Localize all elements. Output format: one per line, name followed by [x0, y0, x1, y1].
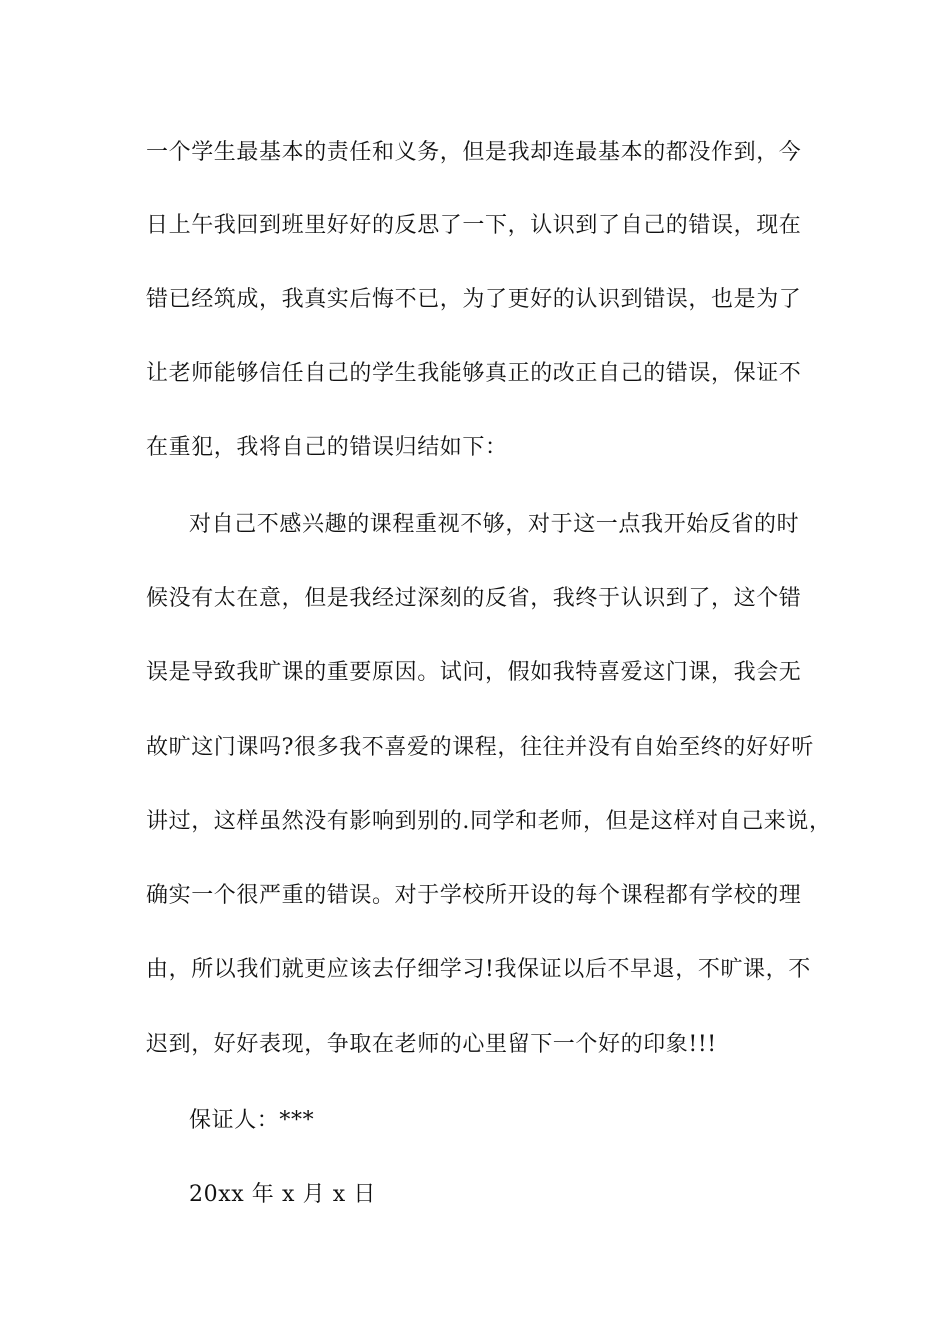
paragraph-1-line-4: 让老师能够信任自己的学生我能够真正的改正自己的错误，保证不	[146, 361, 802, 386]
paragraph-2-line-6: 确实一个很严重的错误。对于学校所开设的每个课程都有学校的理	[146, 883, 802, 908]
paragraph-1-line-1: 一个学生最基本的责任和义务，但是我却连最基本的都没作到，今	[146, 140, 802, 165]
guarantor-line: 保证人：***	[189, 1108, 315, 1133]
paragraph-2-line-3: 误是导致我旷课的重要原因。试问，假如我特喜爱这门课，我会无	[146, 660, 802, 685]
paragraph-2-line-4: 故旷这门课吗?很多我不喜爱的课程，往往并没有自始至终的好好听	[146, 735, 814, 760]
paragraph-2-line-2: 候没有太在意，但是我经过深刻的反省，我终于认识到了，这个错	[146, 586, 802, 611]
date-line: 20xx 年 x 月 x 日	[189, 1182, 376, 1207]
paragraph-1-line-2: 日上午我回到班里好好的反思了一下，认识到了自己的错误，现在	[146, 213, 802, 238]
paragraph-1-line-3: 错已经筑成，我真实后悔不已，为了更好的认识到错误，也是为了	[146, 287, 802, 312]
paragraph-2-line-1: 对自己不感兴趣的课程重视不够，对于这一点我开始反省的时	[189, 512, 800, 537]
paragraph-1-line-5: 在重犯，我将自己的错误归结如下：	[146, 435, 508, 460]
paragraph-2-line-5: 讲过，这样虽然没有影响到别的.同学和老师，但是这样对自己来说，	[146, 809, 832, 834]
paragraph-2-line-8: 迟到，好好表现，争取在老师的心里留下一个好的印象!!!	[146, 1032, 717, 1057]
paragraph-2-line-7: 由，所以我们就更应该去仔细学习!我保证以后不早退，不旷课，不	[146, 957, 811, 982]
